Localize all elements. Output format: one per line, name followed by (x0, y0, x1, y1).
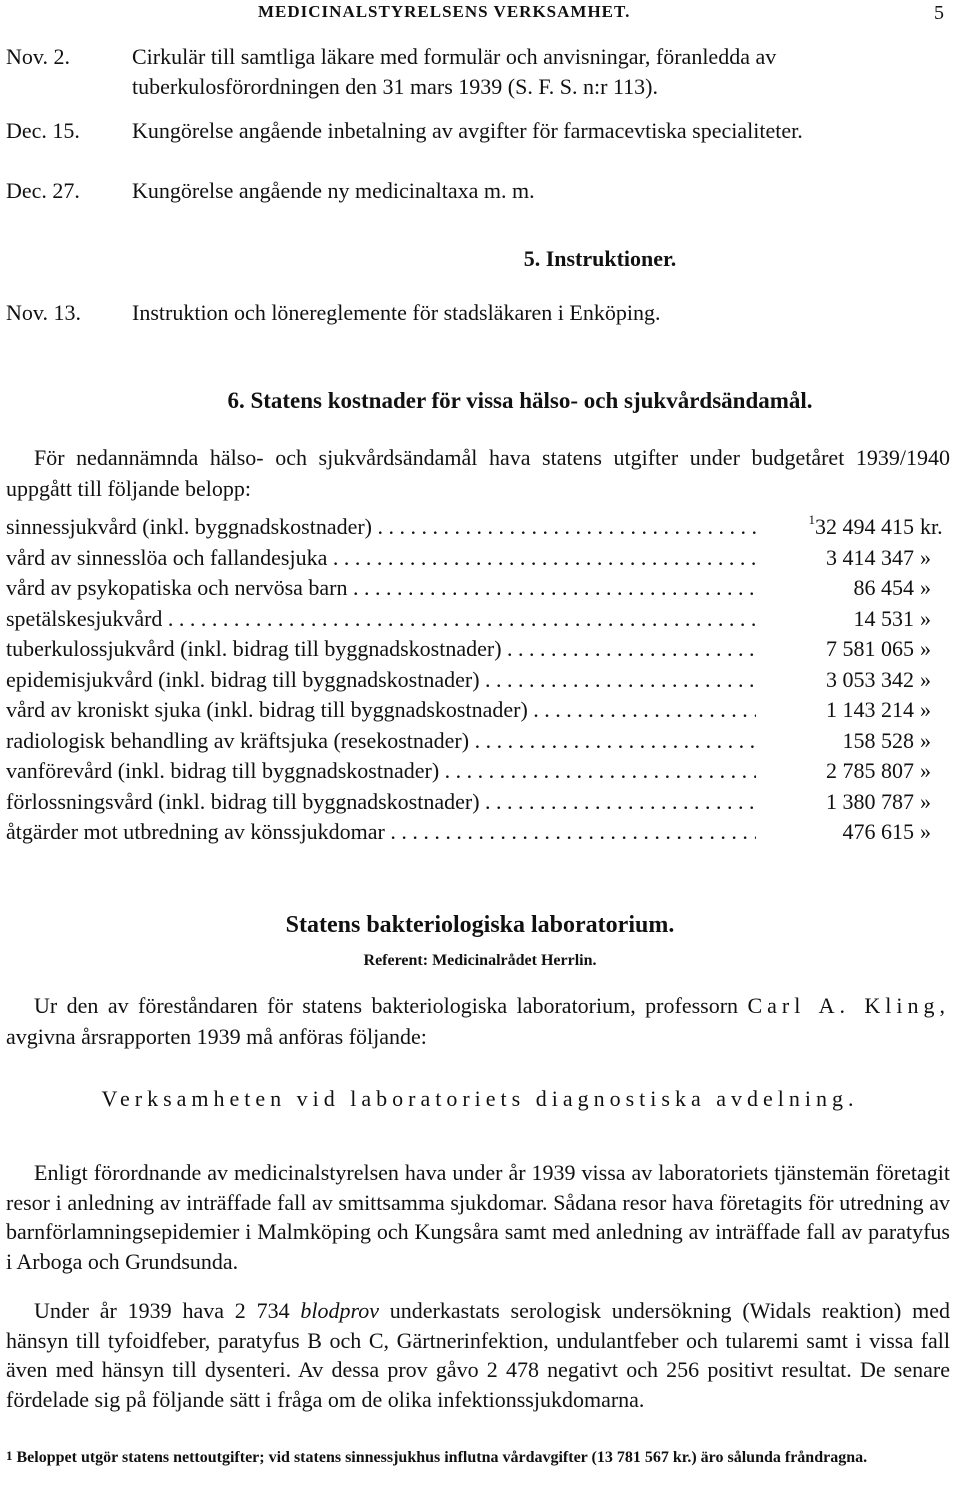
cost-row (6, 543, 954, 574)
entry-text: Cirkulär till samtliga läkare med formulär och anvisningar, föranledda av tuberkulosförordningen den 31 mars 1939 (S. F. S. n:r 113). (132, 44, 777, 99)
entry-date: Nov. 2. (6, 44, 70, 69)
cost-amount: 158 528 (842, 727, 914, 753)
cost-amount: 1 143 214 (826, 697, 914, 722)
cost-unit: » (920, 605, 931, 631)
diagnostic-subheading: Verksamheten vid laboratoriets diagnostiska avdelning. (101, 1086, 859, 1111)
cost-amount: 476 615 (842, 819, 914, 844)
footnote-ref: 1 (808, 512, 815, 527)
paragraph-travel: Enligt förordnande av medicinalstyrelsen hava under år 1939 vissa av laboratoriets tjänstemän företagit resor i anledning av inträffade fall av smittsamma sjukdomar. Sådana resor hava företagits för utredning av barnförlamningsepidemier i Malmköping och Kungsåra samt med anledning av inträffade fall av paratyfus i Arboga och Grundsunda. (6, 1160, 950, 1274)
entry-text: Kungörelse angående ny medicinaltaxa m. m. (132, 178, 535, 203)
cost-unit: kr. (920, 514, 943, 539)
cost-row (6, 695, 954, 726)
referent-line: Referent: Medicinalrådet Herrlin. (363, 952, 597, 969)
paragraph-bloodtests: Under år 1939 hava 2 734 blodprov underkastats serologisk undersökning (Widals reaktion) med hänsyn till tyfoidfeber, paratyfus B och C, Gärtnerinfektion, undulantfeber och tularemi samt i vissa fall även med hänsyn till dysenteri. Av dessa prov gåvo 2 478 negativt och 256 positivt resultat. De senare fördelade sig på följande sätt i fråga om de olika infektionssjukdomarna. (6, 1298, 950, 1412)
cost-amount: 14 531 (853, 605, 914, 631)
cost-row (6, 665, 954, 696)
cost-amount: 1 380 787 (826, 788, 914, 814)
cost-amount: 2 785 807 (826, 758, 914, 783)
running-title: MEDICINALSTYRELSENS VERKSAMHET. (258, 2, 631, 21)
cost-row (6, 756, 954, 787)
cost-row (6, 634, 954, 665)
footnote-text: Beloppet utgör statens nettoutgifter; vid statens sinnessjukhus influtna vårdavgifter (13 781 567 kr.) äro sålunda fråndragna. (16, 1449, 868, 1466)
cost-unit: » (920, 575, 931, 600)
cost-label: vård av sinnesslöa och fallandesjuka . . . (6, 543, 756, 573)
cost-label: radiologisk behandling av kräftsjuka (resekostnader) . . . (6, 726, 756, 756)
footnote (6, 1448, 950, 1468)
entry-text: Kungörelse angående inbetalning av avgifter för farmacevtiska specialiteter. (132, 118, 803, 143)
cost-row (6, 512, 954, 543)
section-5-heading: 5. Instruktioner. (523, 246, 677, 271)
cost-label: spetälskesjukvård . . . (6, 604, 756, 634)
cost-label: förlossningsvård (inkl. bidrag till byggnadskostnader) . . . (6, 787, 756, 817)
cost-unit: » (920, 697, 931, 722)
cost-unit: » (920, 544, 931, 570)
entry-date: Nov. 13. (6, 300, 81, 325)
cost-unit: » (920, 727, 931, 753)
cost-row (6, 787, 954, 818)
entry-text: Instruktion och lönereglemente för stadsläkaren i Enköping. (132, 300, 661, 325)
author-name: Carl A. Kling, (747, 993, 951, 1018)
cost-row (6, 817, 954, 848)
cost-label: vård av psykopatiska och nervösa barn . . . (6, 573, 756, 603)
cost-row (6, 726, 954, 757)
cost-unit: » (920, 666, 931, 692)
page-number: 5 (934, 2, 944, 24)
cost-row (6, 573, 954, 604)
section-6-intro: För nedannämnda hälso- och sjukvårdsändamål hava statens utgifter under budgetåret 1939/1940 uppgått till följande belopp: (6, 445, 950, 501)
cost-unit: » (920, 758, 931, 783)
cost-label: epidemisjukvård (inkl. bidrag till byggnadskostnader) . . . (6, 665, 756, 695)
cost-row (6, 604, 954, 635)
cost-unit: » (920, 636, 931, 661)
cost-unit: » (920, 788, 931, 814)
cost-label: åtgärder mot utbredning av könssjukdomar . . . (6, 817, 756, 847)
cost-unit: » (920, 819, 931, 844)
cost-amount: 7 581 065 (826, 636, 914, 661)
cost-label: tuberkulossjukvård (inkl. bidrag till byggnadskostnader) . . . (6, 634, 756, 664)
cost-amount: 3 053 342 (826, 666, 914, 692)
cost-label: sinnessjukvård (inkl. byggnadskostnader) . . . (6, 512, 756, 542)
cost-label: vanförevård (inkl. bidrag till byggnadskostnader) . . . (6, 756, 756, 786)
entry-date: Dec. 15. (6, 118, 80, 143)
cost-amount: 3 414 347 (826, 544, 914, 570)
cost-label: vård av kroniskt sjuka (inkl. bidrag till byggnadskostnader) . . . (6, 695, 756, 725)
cost-amount: 86 454 (853, 575, 914, 600)
running-header (0, 2, 960, 28)
section-6-heading: 6. Statens kostnader för vissa hälso- och sjukvårdsändamål. (227, 388, 813, 413)
cost-table (6, 512, 954, 848)
entry-date: Dec. 27. (6, 178, 80, 203)
lab-intro: Ur den av föreståndaren för statens bakteriologiska laboratorium, professorn Carl A. Kling, avgivna årsrapporten 1939 må anföras följande: (6, 993, 951, 1049)
italic-term: blodprov (300, 1298, 379, 1323)
footnote-marker: 1 (6, 1448, 13, 1463)
cost-amount: $^1$32 494 415 (808, 512, 914, 539)
lab-heading: Statens bakteriologiska laboratorium. (285, 912, 675, 938)
